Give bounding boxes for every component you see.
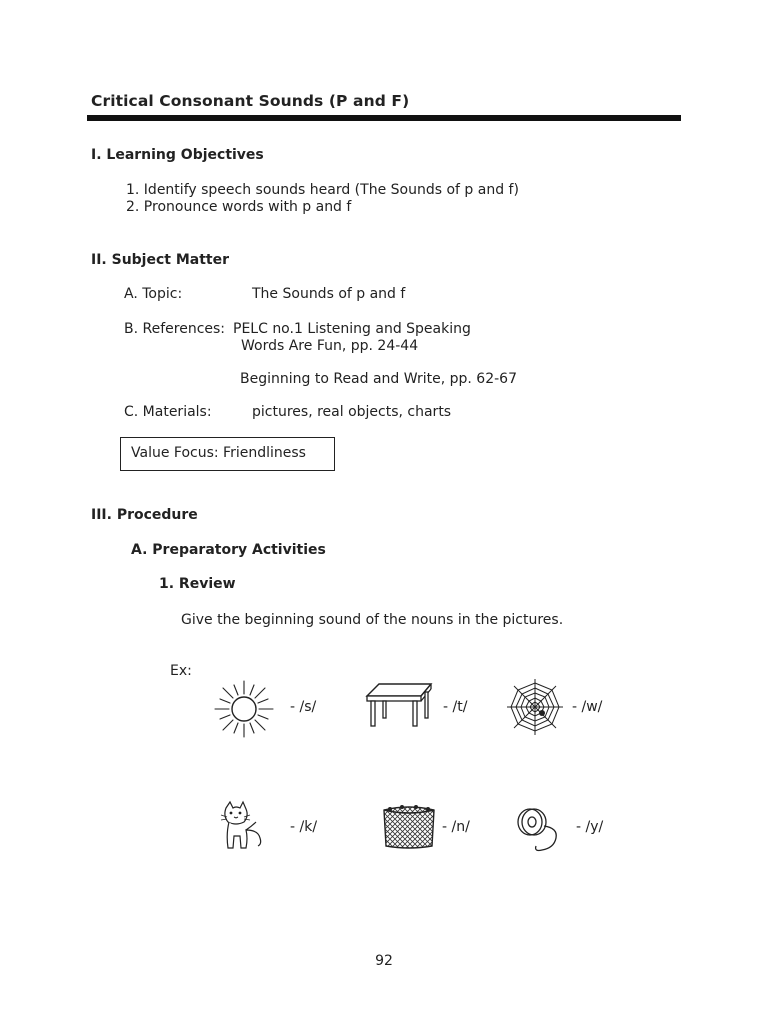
section-procedure-heading: III. Procedure	[91, 507, 198, 523]
references-label: B. References:	[124, 321, 226, 337]
objective-item: 1. Identify speech sounds heard (The Sounds of p and f)	[126, 182, 519, 198]
objective-item: 2. Pronounce words with p and f	[126, 199, 352, 215]
section-learning-objectives-heading: I. Learning Objectives	[91, 147, 264, 163]
reference-item: Words Are Fun, pp. 24-44	[241, 338, 419, 354]
review-heading: 1. Review	[159, 576, 236, 592]
page-title: Critical Consonant Sounds (P and F)	[91, 92, 410, 110]
sound-label: - /n/	[442, 819, 470, 835]
example-label: Ex:	[170, 663, 192, 679]
topic-label: A. Topic:	[124, 286, 183, 302]
net-icon	[380, 804, 438, 850]
yoyo-icon	[514, 806, 570, 856]
sound-label: - /k/	[290, 819, 318, 835]
review-instruction: Give the beginning sound of the nouns in the pictures.	[181, 612, 564, 628]
section-subject-matter-heading: II. Subject Matter	[91, 252, 230, 268]
materials-label: C. Materials:	[124, 404, 212, 420]
sound-label: - /w/	[572, 699, 603, 715]
sound-label: - /t/	[443, 699, 468, 715]
reference-item: PELC no.1 Listening and Speaking	[233, 321, 471, 337]
materials-value: pictures, real objects, charts	[252, 404, 452, 420]
sound-label: - /s/	[290, 699, 317, 715]
kitten-icon	[218, 800, 268, 854]
topic-value: The Sounds of p and f	[252, 286, 406, 302]
sun-icon	[213, 678, 275, 740]
sound-label: - /y/	[576, 819, 604, 835]
title-rule	[87, 115, 681, 121]
reference-item: Beginning to Read and Write, pp. 62-67	[240, 371, 517, 387]
value-focus-text: Value Focus: Friendliness	[131, 445, 306, 461]
value-focus-box	[120, 437, 335, 471]
table-icon	[363, 680, 433, 728]
page-number: 92	[375, 953, 393, 969]
preparatory-activities-heading: A. Preparatory Activities	[131, 542, 326, 558]
spider-web-icon	[505, 677, 565, 737]
